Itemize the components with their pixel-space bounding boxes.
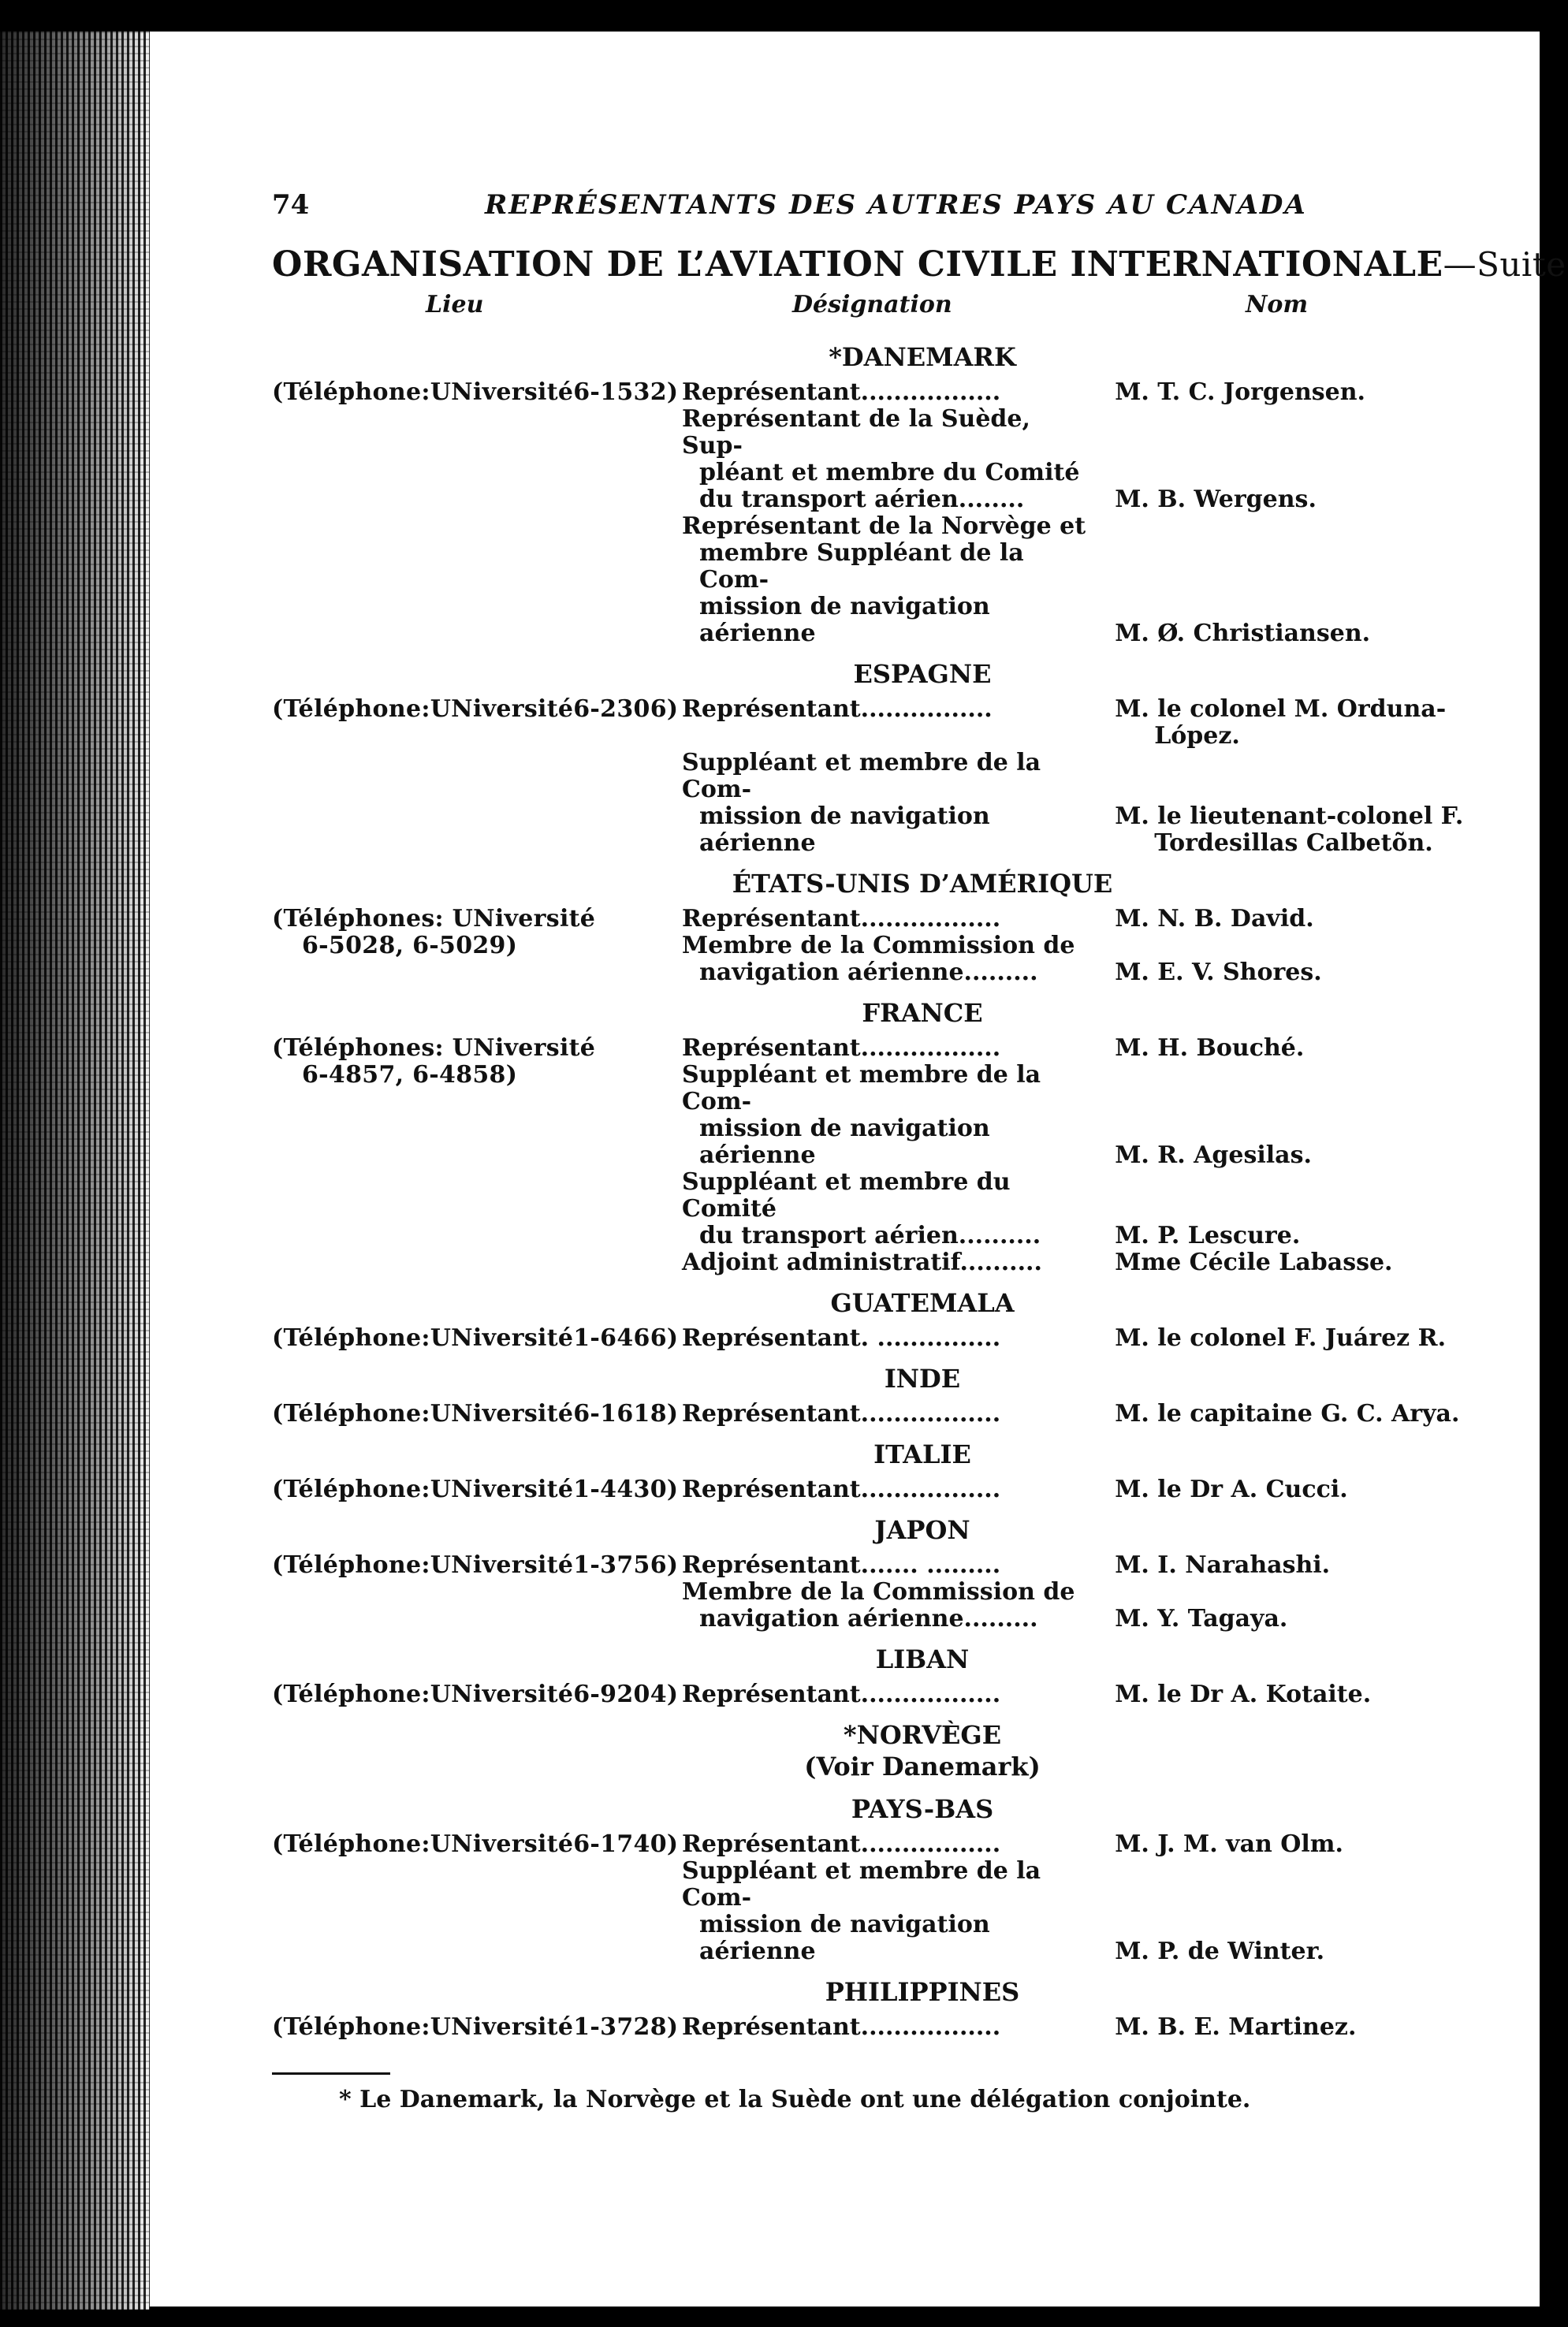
- section-row: [272, 696, 1470, 857]
- designation-line: navigation aérienne.........: [699, 1605, 1038, 1633]
- country-heading: [272, 341, 1470, 373]
- country-heading: [272, 1719, 1470, 1782]
- designation-cell: [682, 933, 1099, 986]
- running-title: REPRÉSENTANTS DES AUTRES PAYS AU CANADA: [485, 189, 1307, 221]
- country-name: LIBAN: [875, 1644, 970, 1674]
- sections-list: [272, 341, 1470, 2041]
- book-binding-shadow: [0, 32, 150, 2310]
- name-cell: [1099, 620, 1470, 647]
- country-name: *DANEMARK: [829, 342, 1016, 372]
- country-name: JAPON: [874, 1515, 970, 1545]
- telephone-line: (Téléphone:UNiversité6-1532): [272, 378, 679, 406]
- country-name: INDE: [884, 1364, 961, 1394]
- name-cell: [1099, 1552, 1470, 1579]
- telephone-line: (Téléphone:UNiversité6-1618): [272, 1400, 679, 1428]
- section-row: [272, 379, 1470, 647]
- designation-cell: [682, 1579, 1099, 1633]
- footnote-rule: [272, 2072, 390, 2075]
- designation-line: Représentant.................: [682, 905, 1001, 933]
- entries-list: [682, 2014, 1470, 2041]
- main-title-text: ORGANISATION DE L’AVIATION CIVILE INTERNATIONALE: [272, 244, 1443, 285]
- name-cell: [1099, 1401, 1470, 1428]
- entries-list: [682, 906, 1470, 986]
- designation-entry: [682, 1552, 1470, 1579]
- designation-entry: [682, 1062, 1470, 1169]
- designation-cell: [682, 1831, 1099, 1858]
- country-heading: [272, 1287, 1470, 1319]
- designation-cell: [682, 696, 1099, 750]
- name-cell: [1099, 1476, 1470, 1503]
- designation-line: Représentant....... .........: [682, 1551, 1001, 1579]
- designation-line: pléant et membre du Comité: [699, 459, 1080, 486]
- telephone-line: 6-5028, 6-5029): [302, 932, 518, 959]
- designation-line: Représentant de la Norvège et: [682, 512, 1086, 540]
- designation-entry: [682, 1035, 1470, 1062]
- designation-entry: [682, 1169, 1470, 1249]
- designation-cell: [682, 1401, 1099, 1428]
- document-page: [272, 189, 1566, 2113]
- footnote: * Le Danemark, la Norvège et la Suède ont une délégation conjointe.: [339, 2086, 1251, 2113]
- name-cell: [1099, 1035, 1470, 1062]
- designation-entry: [682, 1579, 1470, 1633]
- country-name: ITALIE: [873, 1439, 971, 1469]
- country-name: PAYS-BAS: [851, 1794, 994, 1824]
- telephone-line: 6-4857, 6-4858): [302, 1061, 518, 1089]
- designation-line: mission de navigation aérienne: [699, 1911, 990, 1965]
- country-section: [272, 1644, 1470, 1708]
- designation-line: Représentant.................: [682, 1400, 1001, 1428]
- name-line: M. T. C. Jorgensen.: [1115, 378, 1366, 406]
- entries-list: [682, 1476, 1470, 1503]
- designation-entry: [682, 906, 1470, 933]
- country-section: [272, 1287, 1470, 1352]
- telephone-line: (Téléphone:UNiversité6-1740): [272, 1830, 679, 1858]
- country-heading: [272, 1363, 1470, 1394]
- country-section: [272, 1514, 1470, 1633]
- telephone-line: (Téléphones: UNiversité: [272, 1034, 596, 1062]
- designation-line: Représentant.................: [682, 1034, 1001, 1062]
- name-line: M. le colonel F. Juárez R.: [1115, 1324, 1447, 1352]
- scan-bottom-border: [0, 2307, 1568, 2327]
- designation-entry: [682, 933, 1470, 986]
- designation-cell: [682, 406, 1099, 513]
- designation-line: Représentant................: [682, 695, 993, 723]
- designation-entry: [682, 1249, 1470, 1276]
- telephone-cell: [272, 1325, 682, 1352]
- column-headers: [272, 291, 1470, 330]
- entries-list: [682, 1681, 1470, 1708]
- section-row: [272, 906, 1470, 986]
- name-line: M. I. Narahashi.: [1115, 1551, 1331, 1579]
- designation-line: du transport aérien........: [699, 486, 1025, 513]
- country-section: [272, 341, 1470, 647]
- country-subtitle: (Voir Danemark): [804, 1752, 1041, 1782]
- telephone-line: (Téléphone:UNiversité1-6466): [272, 1324, 679, 1352]
- name-cell: [1099, 1223, 1470, 1249]
- designation-cell: [682, 906, 1099, 933]
- name-line: Mme Cécile Labasse.: [1115, 1249, 1393, 1276]
- entries-list: [682, 1401, 1470, 1428]
- country-section: [272, 997, 1470, 1276]
- name-cell: [1099, 1681, 1470, 1708]
- name-cell: [1099, 696, 1470, 750]
- main-title-suffix: —Suite: [1443, 245, 1566, 284]
- section-row: [272, 1401, 1470, 1428]
- designation-cell: [682, 1062, 1099, 1169]
- designation-line: Représentant.................: [682, 1681, 1001, 1708]
- country-name: ÉTATS-UNIS D’AMÉRIQUE: [732, 869, 1113, 899]
- telephone-cell: [272, 1552, 682, 1633]
- designation-line: Suppléant et membre de la Com-: [682, 1857, 1041, 1912]
- designation-cell: [682, 1325, 1099, 1352]
- telephone-cell: [272, 906, 682, 986]
- scan-right-border: [1540, 0, 1568, 2327]
- section-row: [272, 1325, 1470, 1352]
- name-cell: [1099, 1325, 1470, 1352]
- name-cell: [1099, 1142, 1470, 1169]
- designation-line: Représentant de la Suède, Sup-: [682, 405, 1030, 460]
- country-name: PHILIPPINES: [825, 1977, 1020, 2007]
- designation-line: Représentant.................: [682, 1476, 1001, 1503]
- name-cell: [1099, 1249, 1470, 1276]
- designation-line: Membre de la Commission de: [682, 1578, 1075, 1606]
- designation-cell: [682, 1552, 1099, 1579]
- designation-line: membre Suppléant de la Com-: [699, 539, 1024, 594]
- designation-entry: [682, 406, 1470, 513]
- designation-cell: [682, 1476, 1099, 1503]
- telephone-line: (Téléphone:UNiversité1-3756): [272, 1551, 679, 1579]
- designation-line: Représentant. ...............: [682, 1324, 1001, 1352]
- designation-line: Suppléant et membre du Comité: [682, 1168, 1011, 1223]
- telephone-cell: [272, 2014, 682, 2041]
- column-header-designation: Désignation: [792, 291, 952, 318]
- telephone-cell: [272, 1035, 682, 1276]
- name-line: M. P. Lescure.: [1115, 1222, 1301, 1249]
- name-cell: [1099, 959, 1470, 986]
- telephone-cell: [272, 1681, 682, 1708]
- name-line: M. R. Agesilas.: [1115, 1141, 1312, 1169]
- name-cell: [1099, 2014, 1470, 2041]
- designation-line: Suppléant et membre de la Com-: [682, 749, 1041, 803]
- name-cell: [1099, 1938, 1470, 1965]
- designation-entry: [682, 696, 1470, 750]
- name-cell: [1099, 486, 1470, 513]
- designation-entry: [682, 379, 1470, 406]
- name-line: M. le lieutenant-colonel F.: [1115, 802, 1464, 830]
- designation-entry: [682, 1476, 1470, 1503]
- country-heading: [272, 1793, 1470, 1825]
- designation-cell: [682, 750, 1099, 857]
- name-line: M. le Dr A. Kotaite.: [1115, 1681, 1372, 1708]
- designation-line: Représentant.................: [682, 1830, 1001, 1858]
- section-row: [272, 1476, 1470, 1503]
- name-line: López.: [1154, 722, 1240, 750]
- telephone-line: (Téléphone:UNiversité6-9204): [272, 1681, 679, 1708]
- name-line: M. le capitaine G. C. Arya.: [1115, 1400, 1460, 1428]
- designation-line: navigation aérienne.........: [699, 959, 1038, 986]
- telephone-cell: [272, 696, 682, 857]
- entries-list: [682, 1552, 1470, 1633]
- country-section: [272, 1976, 1470, 2041]
- country-section: [272, 868, 1470, 986]
- name-line: M. le Dr A. Cucci.: [1115, 1476, 1348, 1503]
- entries-list: [682, 379, 1470, 647]
- country-section: [272, 1719, 1470, 1782]
- scan-top-border: [0, 0, 1568, 32]
- telephone-cell: [272, 1476, 682, 1503]
- designation-cell: [682, 1035, 1099, 1062]
- designation-cell: [682, 1681, 1099, 1708]
- country-heading: [272, 997, 1470, 1029]
- main-title: [272, 244, 1566, 285]
- telephone-cell: [272, 379, 682, 647]
- name-line: M. le colonel M. Orduna-: [1115, 695, 1447, 723]
- name-cell: [1099, 1831, 1470, 1858]
- telephone-line: (Téléphone:UNiversité1-3728): [272, 2013, 679, 2041]
- designation-line: mission de navigation aérienne: [699, 593, 990, 647]
- designation-entry: [682, 513, 1470, 647]
- designation-entry: [682, 750, 1470, 857]
- designation-entry: [682, 1831, 1470, 1858]
- section-row: [272, 1035, 1470, 1276]
- country-heading: [272, 658, 1470, 690]
- name-line: M. Y. Tagaya.: [1115, 1605, 1288, 1633]
- designation-line: du transport aérien..........: [699, 1222, 1041, 1249]
- country-heading: [272, 1644, 1470, 1675]
- name-cell: [1099, 1606, 1470, 1633]
- country-section: [272, 658, 1470, 857]
- section-row: [272, 1831, 1470, 1965]
- designation-cell: [682, 513, 1099, 647]
- column-header-lieu: Lieu: [426, 291, 484, 318]
- designation-entry: [682, 1858, 1470, 1965]
- designation-cell: [682, 1169, 1099, 1249]
- designation-line: mission de navigation aérienne: [699, 802, 990, 857]
- designation-cell: [682, 379, 1099, 406]
- telephone-cell: [272, 1401, 682, 1428]
- designation-line: Représentant.................: [682, 378, 1001, 406]
- section-row: [272, 1681, 1470, 1708]
- country-heading: [272, 1439, 1470, 1470]
- country-name: FRANCE: [862, 998, 983, 1028]
- name-line: M. B. Wergens.: [1115, 486, 1317, 513]
- name-cell: [1099, 906, 1470, 933]
- country-name: ESPAGNE: [853, 659, 992, 689]
- name-line: M. J. M. van Olm.: [1115, 1830, 1343, 1858]
- designation-cell: [682, 1249, 1099, 1276]
- country-name: *NORVÈGE: [843, 1720, 1002, 1750]
- name-line: M. B. E. Martinez.: [1115, 2013, 1357, 2041]
- telephone-line: (Téléphone:UNiversité1-4430): [272, 1476, 679, 1503]
- designation-line: Adjoint administratif..........: [682, 1249, 1042, 1276]
- name-line: M. Ø. Christiansen.: [1115, 620, 1371, 647]
- name-cell: [1099, 803, 1470, 857]
- telephone-line: (Téléphone:UNiversité6-2306): [272, 695, 679, 723]
- section-row: [272, 2014, 1470, 2041]
- designation-line: Représentant.................: [682, 2013, 1001, 2041]
- designation-line: mission de navigation aérienne: [699, 1115, 990, 1169]
- entries-list: [682, 696, 1470, 857]
- country-section: [272, 1363, 1470, 1428]
- country-section: [272, 1793, 1470, 1965]
- designation-entry: [682, 2014, 1470, 2041]
- country-name: GUATEMALA: [830, 1288, 1015, 1318]
- name-line: M. P. de Winter.: [1115, 1938, 1325, 1965]
- column-header-nom: Nom: [1246, 291, 1309, 318]
- designation-cell: [682, 1858, 1099, 1965]
- country-heading: [272, 868, 1470, 899]
- entries-list: [682, 1831, 1470, 1965]
- country-section: [272, 1439, 1470, 1503]
- name-line: Tordesillas Calbetõn.: [1154, 829, 1433, 857]
- designation-entry: [682, 1681, 1470, 1708]
- telephone-line: (Téléphones: UNiversité: [272, 905, 596, 933]
- designation-cell: [682, 2014, 1099, 2041]
- entries-list: [682, 1035, 1470, 1276]
- designation-entry: [682, 1401, 1470, 1428]
- designation-line: Suppléant et membre de la Com-: [682, 1061, 1041, 1115]
- name-cell: [1099, 379, 1470, 406]
- page-number: 74: [272, 189, 310, 221]
- name-line: M. N. B. David.: [1115, 905, 1314, 933]
- name-line: M. E. V. Shores.: [1115, 959, 1322, 986]
- entries-list: [682, 1325, 1470, 1352]
- country-heading: [272, 1514, 1470, 1546]
- designation-entry: [682, 1325, 1470, 1352]
- name-line: M. H. Bouché.: [1115, 1034, 1305, 1062]
- page-header: [272, 189, 1470, 236]
- country-heading: [272, 1976, 1470, 2008]
- telephone-cell: [272, 1831, 682, 1965]
- designation-line: Membre de la Commission de: [682, 932, 1075, 959]
- section-row: [272, 1552, 1470, 1633]
